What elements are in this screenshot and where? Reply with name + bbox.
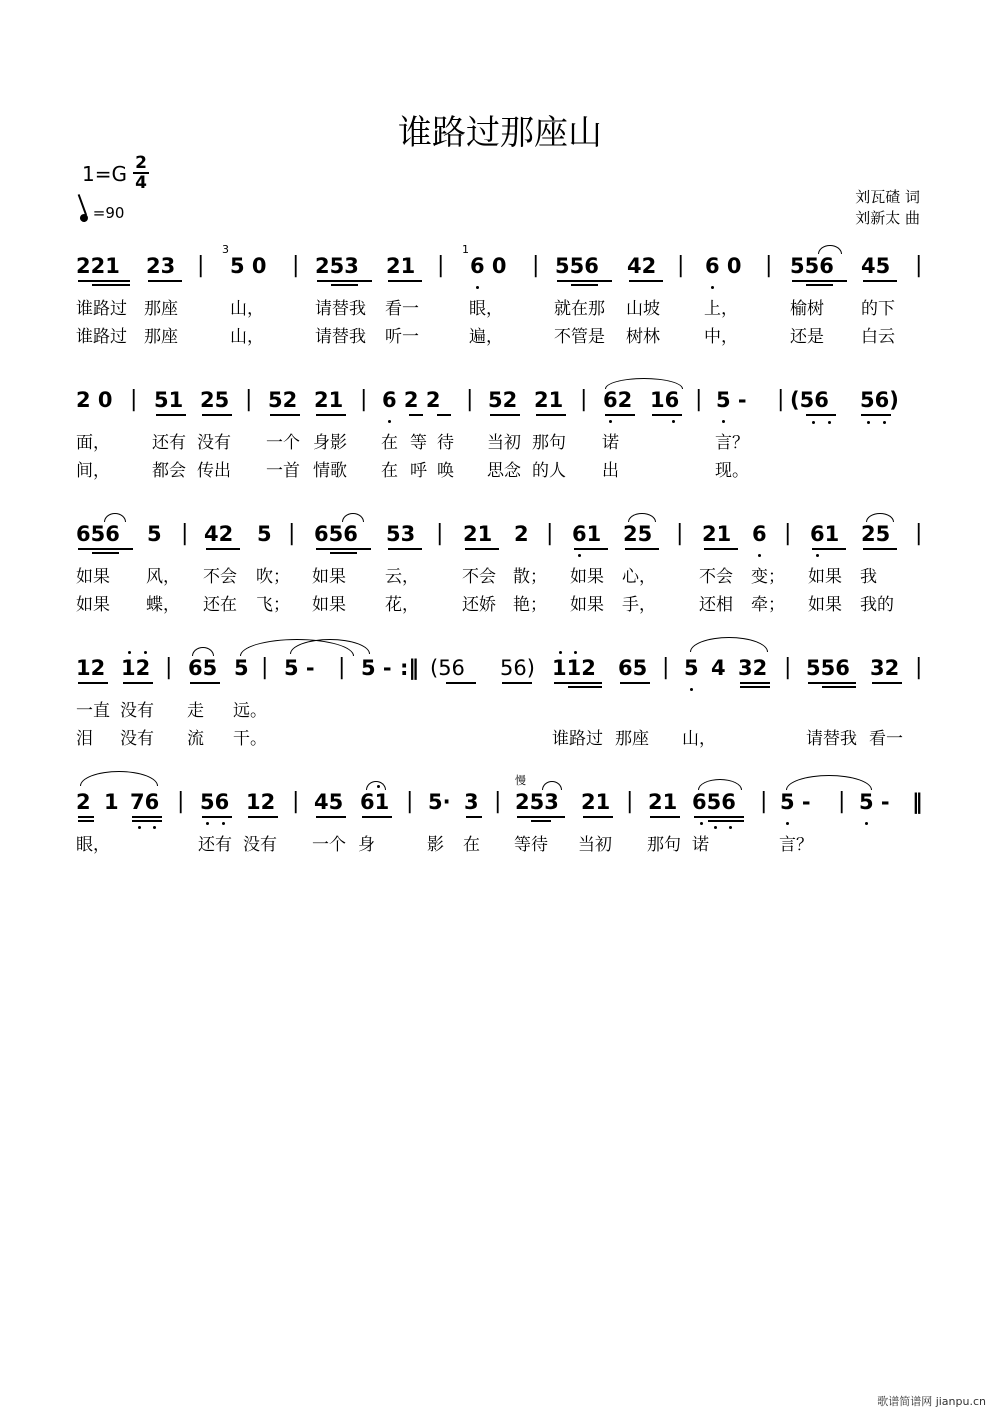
song-title: 谁路过那座山: [398, 113, 602, 153]
note-group: 253: [315, 254, 359, 278]
lyric: 吹；: [256, 567, 290, 587]
lyric: 诺: [692, 835, 709, 855]
lyric: 一首: [266, 461, 300, 481]
note-group: 112: [552, 656, 596, 680]
barline: |: [532, 253, 540, 278]
credits: [855, 187, 920, 229]
lyric: 变；: [751, 567, 785, 587]
lyric: 云，: [385, 567, 419, 587]
barline: |: [677, 253, 685, 278]
lyric: 散；: [513, 567, 547, 587]
barline: |: [181, 521, 189, 546]
lyric: 流: [187, 729, 204, 749]
lyric: 手，: [622, 595, 656, 615]
lyric: 谁路过: [76, 299, 127, 319]
time-signature: [133, 154, 149, 192]
lyric: 不会: [699, 567, 733, 587]
lyric: 我的: [860, 595, 894, 615]
note-group: 556: [790, 254, 834, 278]
note-group: 25: [861, 522, 891, 546]
barline: |: [662, 655, 670, 680]
note-group: 21: [463, 522, 493, 546]
lyric: 山，: [230, 299, 264, 319]
lyric: 没有: [243, 835, 277, 855]
lyric: 那座: [144, 327, 178, 347]
barline: |: [626, 789, 634, 814]
note-group: 12: [121, 656, 151, 680]
lyric: 遍，: [469, 327, 503, 347]
note-group: 253: [515, 790, 559, 814]
lyric: 谁路过: [76, 327, 127, 347]
lyric: 请替我: [315, 299, 366, 319]
barline: |: [261, 655, 269, 680]
barline: |: [580, 387, 588, 412]
lyric: 呼: [410, 461, 427, 481]
note-group: 5·: [428, 790, 451, 814]
barline: |: [436, 521, 444, 546]
note-group: 2: [514, 522, 529, 546]
lyric: 如果: [570, 567, 604, 587]
note-group: 56): [500, 656, 535, 680]
lyric: 不会: [203, 567, 237, 587]
lyric: 泪: [76, 729, 93, 749]
lyric: 等: [410, 433, 427, 453]
lyric: 当初: [578, 835, 612, 855]
note-group: 221: [76, 254, 120, 278]
note-group: 42: [627, 254, 657, 278]
lyric: 还娇: [462, 595, 496, 615]
barline: |: [838, 789, 846, 814]
note-group: 656: [76, 522, 120, 546]
barline: |: [760, 789, 768, 814]
lyric: 请替我: [315, 327, 366, 347]
composer-credit: 刘新太 曲: [855, 209, 920, 227]
lyric: 在: [381, 433, 398, 453]
barline: |: [288, 521, 296, 546]
lyric: 榆树: [790, 299, 824, 319]
barline: |: [165, 655, 173, 680]
lyric: 那座: [615, 729, 649, 749]
note-group: 5: [257, 522, 272, 546]
barline: |: [130, 387, 138, 412]
barline: |: [338, 655, 346, 680]
note-group: 1: [104, 790, 119, 814]
note-group: 5: [147, 522, 162, 546]
barline: |: [360, 387, 368, 412]
lyric: 等待: [514, 835, 548, 855]
barline: |: [765, 253, 773, 278]
note-group: 5: [684, 656, 699, 680]
barline: |: [437, 253, 445, 278]
lyricist-credit: 刘瓦碴 词: [855, 188, 920, 206]
lyric: 如果: [76, 595, 110, 615]
lyric: 还相: [699, 595, 733, 615]
time-signature-top: 2: [135, 153, 147, 173]
note-group: 2: [76, 790, 91, 814]
note-group: 56): [860, 388, 899, 412]
lyric: 那座: [144, 299, 178, 319]
barline: |: [777, 387, 785, 412]
lyric: 还是: [790, 327, 824, 347]
lyric: 间，: [76, 461, 110, 481]
lyric: 谁路过: [552, 729, 603, 749]
lyric: 风，: [146, 567, 180, 587]
barline: |: [915, 253, 923, 278]
note-group: (56: [430, 656, 465, 680]
lyric: 还在: [203, 595, 237, 615]
note-group: 12: [246, 790, 276, 814]
lyric: 身: [358, 835, 375, 855]
lyric: 唤: [437, 461, 454, 481]
note-group: 3: [464, 790, 479, 814]
lyric: 就在那: [554, 299, 605, 319]
note-group: 52: [268, 388, 298, 412]
key-signature: 1=G: [82, 162, 127, 186]
expression-marking: 慢: [515, 774, 526, 787]
lyric: 面，: [76, 433, 110, 453]
lyric: 心，: [622, 567, 656, 587]
lyric: 传出: [197, 461, 231, 481]
note-group: 51: [154, 388, 184, 412]
lyric: 山，: [230, 327, 264, 347]
note-group: 45: [314, 790, 344, 814]
lyric: 看一: [385, 299, 419, 319]
barline: |: [915, 655, 923, 680]
lyric: 还有: [152, 433, 186, 453]
lyric: 如果: [570, 595, 604, 615]
lyric: 眼，: [469, 299, 503, 319]
lyric: 身影: [313, 433, 347, 453]
note-group: 6 2 2: [382, 388, 441, 412]
lyric: 一直: [76, 701, 110, 721]
lyric: 没有: [120, 729, 154, 749]
barline: |: [915, 521, 923, 546]
barline: |: [466, 387, 474, 412]
note-group: 21: [648, 790, 678, 814]
note-group: 65: [618, 656, 648, 680]
lyric: 请替我: [806, 729, 857, 749]
lyric: 看一: [869, 729, 903, 749]
lyric: 言？: [779, 835, 813, 855]
note-group: 5 -: [716, 388, 747, 412]
note-group: 6: [752, 522, 767, 546]
lyric: 蝶，: [146, 595, 180, 615]
barline: |: [695, 387, 703, 412]
note-group: 21: [581, 790, 611, 814]
note-group: 21: [702, 522, 732, 546]
lyric: 山坡: [626, 299, 660, 319]
note-group: 21: [314, 388, 344, 412]
lyric: 上，: [704, 299, 738, 319]
note-group: 6 0: [705, 254, 742, 278]
barline: |: [197, 253, 205, 278]
lyric: 如果: [312, 595, 346, 615]
note-group: 61: [810, 522, 840, 546]
note-group: 16: [650, 388, 680, 412]
note-group: (56: [790, 388, 829, 412]
lyric: 在: [463, 835, 480, 855]
note-group: 53: [386, 522, 416, 546]
note-group: 5 -: [859, 790, 890, 814]
lyric: 如果: [312, 567, 346, 587]
quarter-note-icon: [79, 213, 89, 223]
lyric: 中，: [704, 327, 738, 347]
note-group: 23: [146, 254, 176, 278]
note-group: 656: [314, 522, 358, 546]
lyric: 如果: [808, 567, 842, 587]
note-group: 76: [130, 790, 160, 814]
note-group: 5 -: [361, 656, 392, 680]
lyric: 现。: [715, 461, 749, 481]
note-group: 32: [738, 656, 768, 680]
lyric: 树林: [626, 327, 660, 347]
lyric: 诺: [602, 433, 619, 453]
note-group: 2 0: [76, 388, 113, 412]
barline: |: [245, 387, 253, 412]
barline: |: [676, 521, 684, 546]
lyric: 在: [381, 461, 398, 481]
note-group: 25: [200, 388, 230, 412]
note-group: 556: [555, 254, 599, 278]
lyric: 干。: [233, 729, 267, 749]
lyric: 如果: [808, 595, 842, 615]
note-group: 62: [603, 388, 633, 412]
lyric: 牵；: [751, 595, 785, 615]
lyric: 如果: [76, 567, 110, 587]
note-group: 25: [623, 522, 653, 546]
lyric: 都会: [152, 461, 186, 481]
lyric: 艳；: [513, 595, 547, 615]
barline: |: [784, 521, 792, 546]
note-group: 61: [572, 522, 602, 546]
barline: |: [784, 655, 792, 680]
barline: |: [546, 521, 554, 546]
note-group: 21: [534, 388, 564, 412]
note-group: 5 -: [780, 790, 811, 814]
barline: |: [177, 789, 185, 814]
barline: |: [406, 789, 414, 814]
lyric: 飞；: [256, 595, 290, 615]
barline: |: [494, 789, 502, 814]
lyric: 言？: [715, 433, 749, 453]
grace-note: 1: [462, 243, 469, 256]
site-watermark: 歌谱简谱网 jianpu.cn: [877, 1395, 986, 1408]
note-group: 56: [200, 790, 230, 814]
time-signature-bottom: 4: [133, 172, 149, 192]
lyric: 那句: [647, 835, 681, 855]
note-group: 4: [711, 656, 726, 680]
note-group: 45: [861, 254, 891, 278]
note-group: 5 0: [230, 254, 267, 278]
lyric: 远。: [233, 701, 267, 721]
lyric: 一个: [312, 835, 346, 855]
lyric: 眼，: [76, 835, 110, 855]
tempo-value: =90: [92, 204, 125, 222]
lyric: 花，: [385, 595, 419, 615]
note-group: 42: [204, 522, 234, 546]
note-group: 656: [692, 790, 736, 814]
note-group: 61: [360, 790, 390, 814]
lyric: 我: [860, 567, 877, 587]
lyric: 还有: [198, 835, 232, 855]
lyric: 不会: [462, 567, 496, 587]
lyric: 那句: [532, 433, 566, 453]
lyric: 听一: [385, 327, 419, 347]
tempo-marking: [80, 204, 124, 222]
lyric: 没有: [120, 701, 154, 721]
lyric: 出: [602, 461, 619, 481]
note-group: 65: [188, 656, 218, 680]
barline: |: [292, 789, 300, 814]
note-group: 52: [488, 388, 518, 412]
lyric: 不管是: [554, 327, 605, 347]
note-group: 6 0: [470, 254, 507, 278]
note-group: 556: [806, 656, 850, 680]
lyric: 的人: [532, 461, 566, 481]
lyric: 山，: [682, 729, 716, 749]
lyric: 影: [427, 835, 444, 855]
lyric: 白云: [861, 327, 895, 347]
barline: |: [292, 253, 300, 278]
lyric: 情歌: [313, 461, 347, 481]
note-group: 12: [76, 656, 106, 680]
lyric: 思念: [487, 461, 521, 481]
lyric: 一个: [266, 433, 300, 453]
final-barline: ‖: [912, 790, 923, 814]
note-group: 21: [386, 254, 416, 278]
note-group: 32: [870, 656, 900, 680]
lyric: 没有: [197, 433, 231, 453]
repeat-sign: :‖: [400, 656, 419, 680]
note-group: 5: [234, 656, 249, 680]
lyric: 走: [187, 701, 204, 721]
lyric: 待: [437, 433, 454, 453]
grace-note: 3: [222, 243, 229, 256]
lyric: 当初: [487, 433, 521, 453]
note-group: 5 -: [284, 656, 315, 680]
lyric: 的下: [861, 299, 895, 319]
